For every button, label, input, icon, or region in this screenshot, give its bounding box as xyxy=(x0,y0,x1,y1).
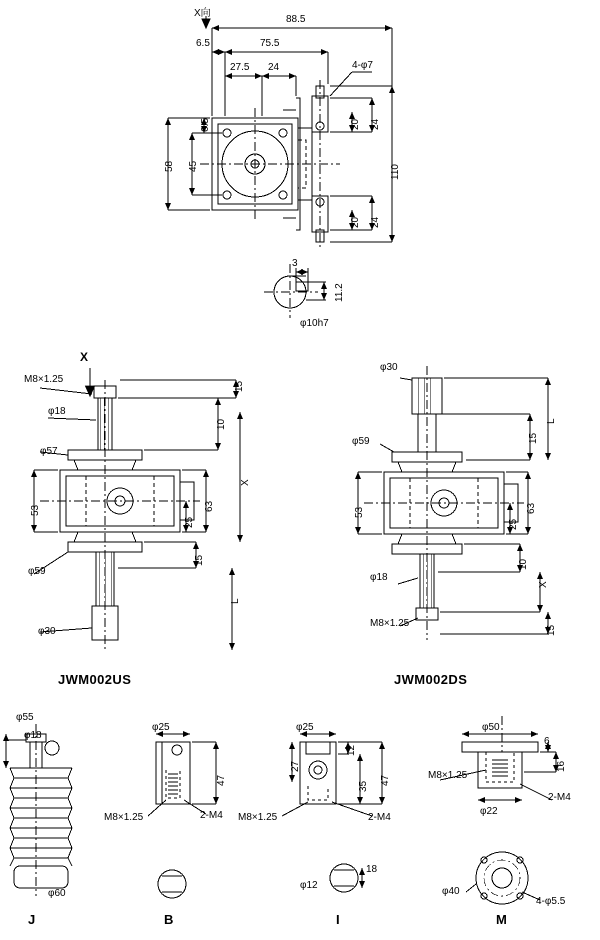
dim-m8x125-ds: M8×1.25 xyxy=(370,618,410,629)
dim-47-i: 47 xyxy=(380,774,391,786)
dim-phi18-j: φ18 xyxy=(24,730,42,741)
dim-53-ds: 53 xyxy=(354,506,365,518)
dim-24-c: 24 xyxy=(370,216,381,228)
dim-phi18-ds: φ18 xyxy=(370,572,388,583)
dim-4-phi5-5: 4-φ5.5 xyxy=(536,896,566,907)
dim-20-b: 20 xyxy=(350,216,361,228)
dim-phi57-us: φ57 xyxy=(40,446,58,457)
dim-53-us: 53 xyxy=(30,504,41,516)
section-mark-x-top: X向 xyxy=(194,8,211,19)
caption-option-m: M xyxy=(496,912,508,927)
dim-24-a: 24 xyxy=(268,62,280,73)
dim-110: 110 xyxy=(390,164,401,180)
dim-l-ds: L xyxy=(546,418,557,424)
dim-m8x125-i: M8×1.25 xyxy=(238,812,278,823)
dim-phi18-us: φ18 xyxy=(48,406,66,417)
dim-47-b: 47 xyxy=(216,774,227,786)
dim-phi59-ds: φ59 xyxy=(352,436,370,447)
dim-x-ds: X xyxy=(538,581,549,588)
dim-phi10h7: φ10h7 xyxy=(300,318,329,329)
dim-18: 18 xyxy=(366,864,378,875)
dim-l-us: L xyxy=(230,598,241,604)
dim-phi40: φ40 xyxy=(442,886,460,897)
dim-6-m: 6 xyxy=(544,736,550,747)
dim-2-m4-i: 2-M4 xyxy=(368,812,391,823)
dim-15-ds-bot: 15 xyxy=(546,624,557,636)
dim-35-i: 35 xyxy=(358,780,369,792)
caption-option-b: B xyxy=(164,912,174,927)
dim-4-phi7: 4-φ7 xyxy=(352,60,373,71)
dim-15-us-bot: 15 xyxy=(194,554,205,566)
dim-phi55: φ55 xyxy=(16,712,34,723)
dim-58: 58 xyxy=(164,160,175,172)
dim-m8x125-b: M8×1.25 xyxy=(104,812,144,823)
dim-15-ds-top: 15 xyxy=(528,432,539,444)
dim-phi25-b: φ25 xyxy=(152,722,170,733)
dim-phi50: φ50 xyxy=(482,722,500,733)
dim-3: 3 xyxy=(292,258,298,269)
dim-45: 45 xyxy=(188,160,199,172)
dim-phi25-i: φ25 xyxy=(296,722,314,733)
dim-6-5-b: 6.5 xyxy=(200,118,211,132)
dim-phi12: φ12 xyxy=(300,880,318,891)
dim-88-5: 88.5 xyxy=(286,14,306,25)
section-mark-x-mid: X xyxy=(80,350,89,364)
dim-phi60: φ60 xyxy=(48,888,66,899)
dim-m8x125-us: M8×1.25 xyxy=(24,374,64,385)
dim-27-i: 27 xyxy=(290,760,301,772)
dim-10-ds: 10 xyxy=(518,558,529,570)
caption-option-j: J xyxy=(28,912,36,927)
dim-27-5: 27.5 xyxy=(230,62,250,73)
dim-24-b: 24 xyxy=(370,118,381,130)
dim-75-5: 75.5 xyxy=(260,38,280,49)
dim-12-i: 12 xyxy=(346,744,357,756)
dim-phi30-ds: φ30 xyxy=(380,362,398,373)
dim-phi22: φ22 xyxy=(480,806,498,817)
dim-25-us: 25 xyxy=(184,516,195,528)
dim-15-us-top: 15 xyxy=(234,380,245,392)
dim-63-ds: 63 xyxy=(526,502,537,514)
dim-x-us: X xyxy=(240,479,251,486)
dim-63-us: 63 xyxy=(204,500,215,512)
dim-25-ds: 25 xyxy=(508,518,519,530)
dim-2-m4-b: 2-M4 xyxy=(200,810,223,821)
dim-2-m4-m: 2-M4 xyxy=(548,792,571,803)
caption-jwm002ds: JWM002DS xyxy=(394,672,468,687)
caption-option-i: I xyxy=(336,912,341,927)
dim-10-us: 10 xyxy=(216,418,227,430)
dim-phi30-us: φ30 xyxy=(38,626,56,637)
dim-20-a: 20 xyxy=(350,118,361,130)
dim-6-5-a: 6.5 xyxy=(196,38,210,49)
dim-m8x125-m: M8×1.25 xyxy=(428,770,468,781)
dim-16-m: 16 xyxy=(556,760,567,772)
caption-jwm002us: JWM002US xyxy=(58,672,132,687)
dim-11-2: 11.2 xyxy=(334,283,345,302)
dim-phi59-us: φ59 xyxy=(28,566,46,577)
